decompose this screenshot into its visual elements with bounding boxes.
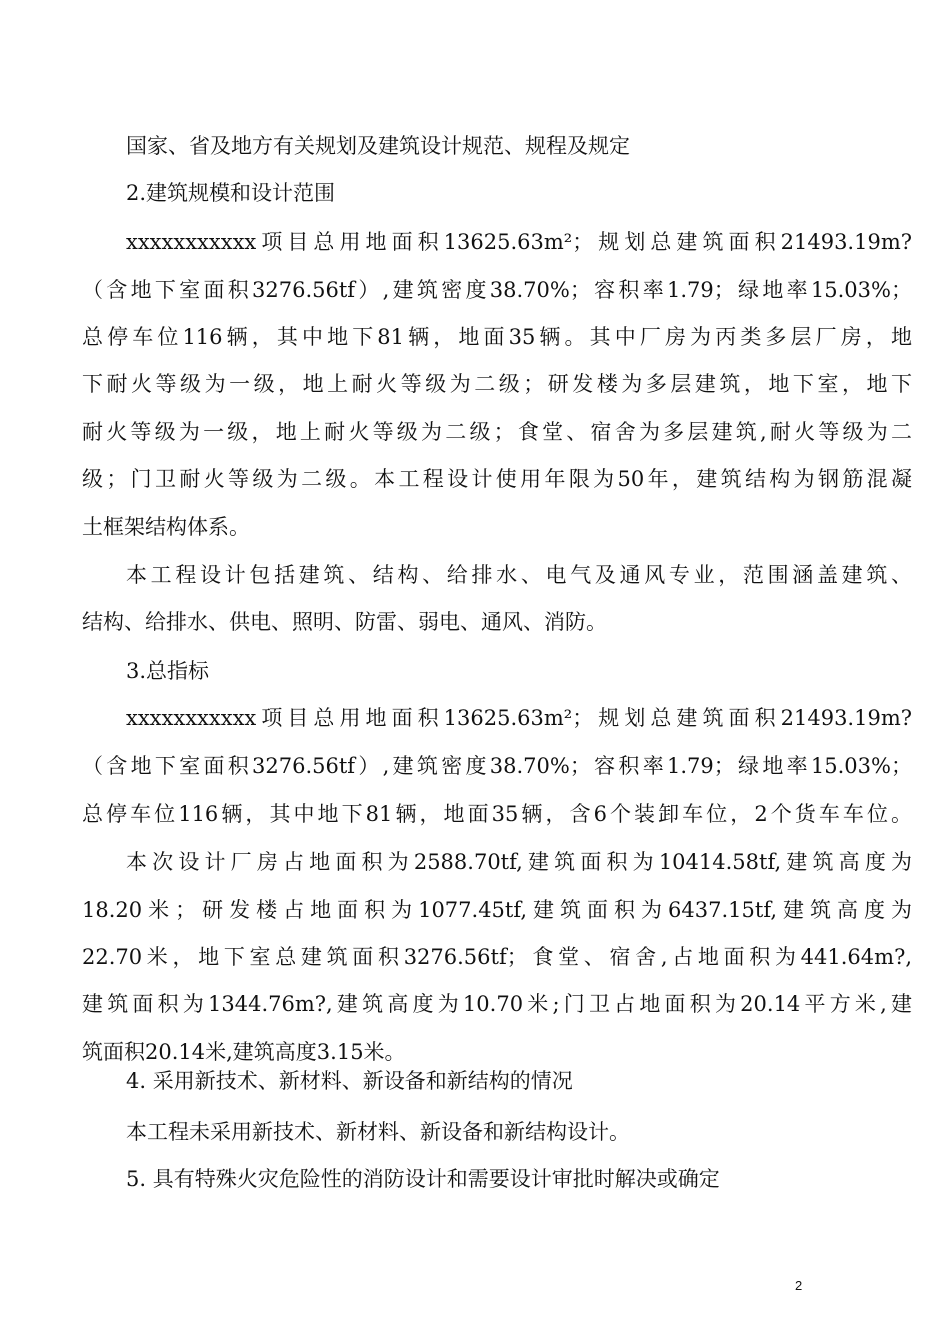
text-line: 筑面积20.14米,建筑高度3.15米。 <box>82 1040 406 1064</box>
text-line: 国家、省及地方有关规划及建筑设计规范、规程及规定 <box>126 134 630 158</box>
section-heading: 5. 具有特殊火灾危险性的消防设计和需要设计审批时解决或确定 <box>126 1167 720 1191</box>
section-heading: 3.总指标 <box>126 659 210 683</box>
text-line: 22.70米，地下室总建筑面积3276.56tf；食堂、宿舍,占地面积为441.64m?, <box>82 945 912 969</box>
section-heading: 2.建筑规模和设计范围 <box>126 181 336 205</box>
text-line: 耐火等级为一级，地上耐火等级为二级；食堂、宿舍为多层建筑,耐火等级为二 <box>82 420 912 444</box>
text-line: 土框架结构体系。 <box>82 515 250 539</box>
text-line: 本工程设计包括建筑、结构、给排水、电气及通风专业，范围涵盖建筑、 <box>126 563 912 587</box>
text-line: 本工程未采用新技术、新材料、新设备和新结构设计。 <box>126 1120 630 1144</box>
text-line: 下耐火等级为一级，地上耐火等级为二级；研发楼为多层建筑，地下室，地下 <box>82 372 912 396</box>
text-line: 级；门卫耐火等级为二级。本工程设计使用年限为50年，建筑结构为钢筋混凝 <box>82 467 912 491</box>
text-line: 总停车位116辆，其中地下81辆，地面35辆，含6个装卸车位，2个货车车位。 <box>82 802 912 826</box>
text-line: （含地下室面积3276.56tf）,建筑密度38.70%；容积率1.79；绿地率15.03%； <box>82 278 912 302</box>
section-heading: 4. 采用新技术、新材料、新设备和新结构的情况 <box>126 1069 573 1093</box>
text-line: xxxxxxxxxxx项目总用地面积13625.63m²；规划总建筑面积21493.19m? <box>126 706 912 730</box>
text-line: 18.20米；研发楼占地面积为1077.45tf,建筑面积为6437.15tf,建筑高度为 <box>82 898 912 922</box>
text-line: 建筑面积为1344.76m?,建筑高度为10.70米;门卫占地面积为20.14平方米,建 <box>82 992 912 1016</box>
text-line: xxxxxxxxxxx项目总用地面积13625.63m²；规划总建筑面积21493.19m? <box>126 230 912 254</box>
text-line: 本次设计厂房占地面积为2588.70tf,建筑面积为10414.58tf,建筑高度为 <box>126 850 912 874</box>
text-line: （含地下室面积3276.56tf）,建筑密度38.70%；容积率1.79；绿地率15.03%； <box>82 754 912 778</box>
page-number: 2 <box>795 1278 803 1293</box>
text-line: 总停车位116辆，其中地下81辆，地面35辆。其中厂房为丙类多层厂房，地 <box>82 325 912 349</box>
text-line: 结构、给排水、供电、照明、防雷、弱电、通风、消防。 <box>82 610 607 634</box>
